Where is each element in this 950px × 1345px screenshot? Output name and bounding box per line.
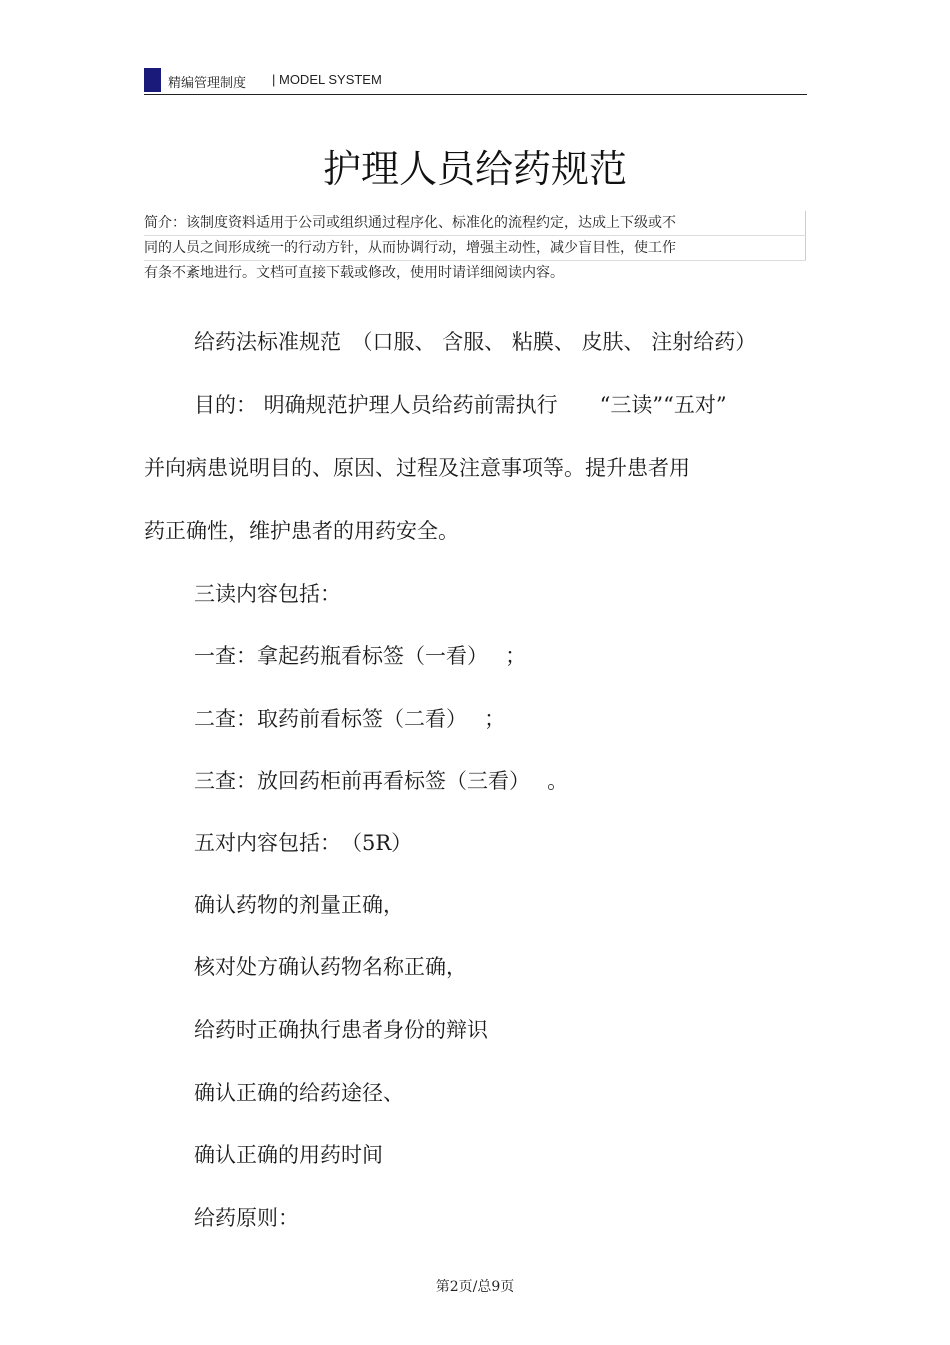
list-item: 三查：放回药柜前再看标签（三看） 。	[194, 769, 569, 793]
list-item: 确认正确的给药途径、	[194, 1081, 404, 1105]
header-left-text: 精编管理制度	[168, 76, 247, 91]
heading-three-reads: 三读内容包括：	[194, 582, 341, 606]
paragraph-methods: 给药法标准规范 （口服、 含服、 粘膜、 皮肤、 注射给药）	[194, 330, 757, 354]
list-item: 二查：取药前看标签（二看） ；	[194, 707, 506, 731]
intro-line-2: 同的人员之间形成统一的行动方针，从而协调行动，增强主动性，减少盲目性，使工作	[144, 236, 806, 261]
document-title: 护理人员给药规范	[322, 147, 627, 191]
list-item: 确认正确的用药时间	[194, 1143, 383, 1167]
list-item: 一查：拿起药瓶看标签（一看） ；	[194, 644, 527, 668]
intro-line-3: 有条不紊地进行。文档可直接下载或修改，使用时请详细阅读内容。	[144, 265, 564, 281]
paragraph-purpose: 目的： 明确规范护理人员给药前需执行 “三读”“五对”	[194, 393, 727, 417]
heading-principles: 给药原则：	[194, 1206, 299, 1230]
logo-icon	[144, 68, 161, 92]
list-item: 给药时正确执行患者身份的辩识	[194, 1018, 488, 1042]
header-right-text: | MODEL SYSTEM	[272, 72, 382, 87]
intro-block	[144, 211, 806, 285]
page-header	[144, 66, 807, 95]
paragraph-purpose-cont-1: 并向病患说明目的、原因、过程及注意事项等。提升患者用	[144, 456, 690, 480]
paragraph-purpose-cont-2: 药正确性，维护患者的用药安全。	[144, 519, 459, 543]
list-item: 确认药物的剂量正确，	[194, 893, 404, 917]
heading-five-rights: 五对内容包括： （5R）	[194, 831, 413, 855]
intro-line-1: 简介：该制度资料适用于公司或组织通过程序化、标准化的流程约定，达成上下级或不	[144, 211, 806, 236]
page-number: 第2页/总9页	[435, 1279, 515, 1295]
list-item: 核对处方确认药物名称正确，	[194, 955, 467, 979]
